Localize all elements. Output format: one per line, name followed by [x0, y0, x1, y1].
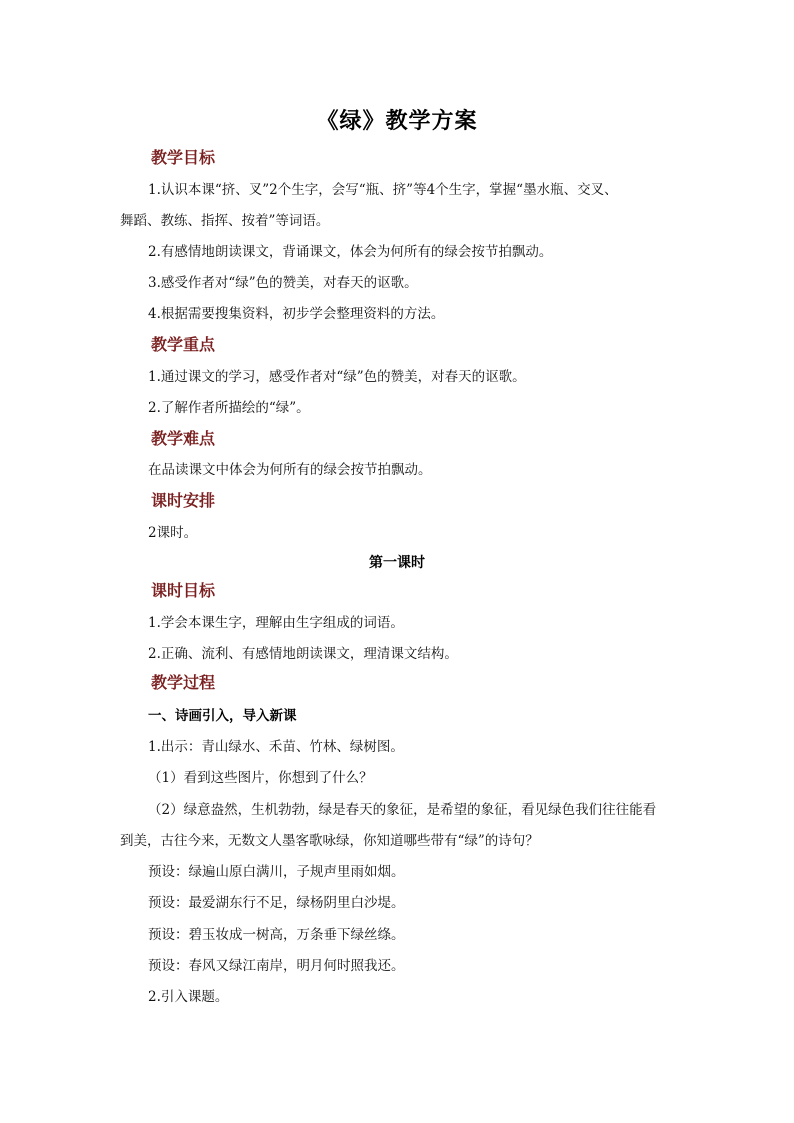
goals-item-1b: 舞蹈、教练、指挥、按着”等词语。	[120, 213, 330, 229]
section-heading-keypoints: 教学重点	[151, 335, 216, 354]
process-item-2: 2.引入课题。	[148, 989, 229, 1005]
process-preset-1: 预设：绿遍山原白满川，子规声里雨如烟。	[148, 864, 405, 880]
keypoints-item-1: 1.通过课文的学习，感受作者对“绿”色的赞美，对春天的讴歌。	[148, 369, 526, 385]
section-heading-lesson-goals: 课时目标	[151, 581, 216, 600]
process-preset-3: 预设：碧玉妆成一树高，万条垂下绿丝绦。	[148, 927, 405, 943]
process-preset-4: 预设：春风又绿江南岸，明月何时照我还。	[148, 958, 405, 974]
process-item-1-2b: 到美，古往今来，无数文人墨客歌咏绿，你知道哪些带有“绿”的诗句？	[120, 833, 539, 849]
lesson-goals-item-1: 1.学会本课生字，理解由生字组成的词语。	[148, 615, 404, 631]
lesson-heading: 第一课时	[369, 555, 425, 571]
page-title: 《绿》教学方案	[316, 108, 478, 134]
process-item-1: 1.出示：青山绿水、禾苗、竹林、绿树图。	[148, 739, 404, 755]
goals-item-4: 4.根据需要搜集资料，初步学会整理资料的方法。	[148, 306, 445, 322]
section-heading-process: 教学过程	[151, 673, 216, 692]
section-heading-goals: 教学目标	[151, 148, 216, 167]
difficulties-item-1: 在品读课文中体会为何所有的绿会按节拍飘动。	[148, 462, 432, 478]
section-heading-schedule: 课时安排	[151, 491, 216, 510]
process-item-1-2a: （2）绿意盎然，生机勃勃，绿是春天的象征，是希望的象征，看见绿色我们往往能看	[148, 802, 657, 818]
goals-item-3: 3.感受作者对“绿”色的赞美，对春天的讴歌。	[148, 275, 418, 291]
process-preset-2: 预设：最爱湖东行不足，绿杨阴里白沙堤。	[148, 895, 405, 911]
keypoints-item-2: 2.了解作者所描绘的“绿”。	[148, 400, 310, 416]
section-heading-difficulties: 教学难点	[151, 429, 216, 448]
goals-item-1a: 1.认识本课“挤、叉”2个生字，会写“瓶、挤”等4个生字，掌握“墨水瓶、交叉、	[148, 182, 618, 198]
schedule-item-1: 2课时。	[148, 525, 198, 541]
process-subheading: 一、诗画引入，导入新课	[148, 708, 297, 724]
process-item-1-1: （1）看到这些图片，你想到了什么？	[148, 770, 373, 786]
lesson-goals-item-2: 2.正确、流利、有感情地朗读课文，理清课文结构。	[148, 646, 458, 662]
goals-item-2: 2.有感情地朗读课文，背诵课文，体会为何所有的绿会按节拍飘动。	[148, 244, 553, 260]
